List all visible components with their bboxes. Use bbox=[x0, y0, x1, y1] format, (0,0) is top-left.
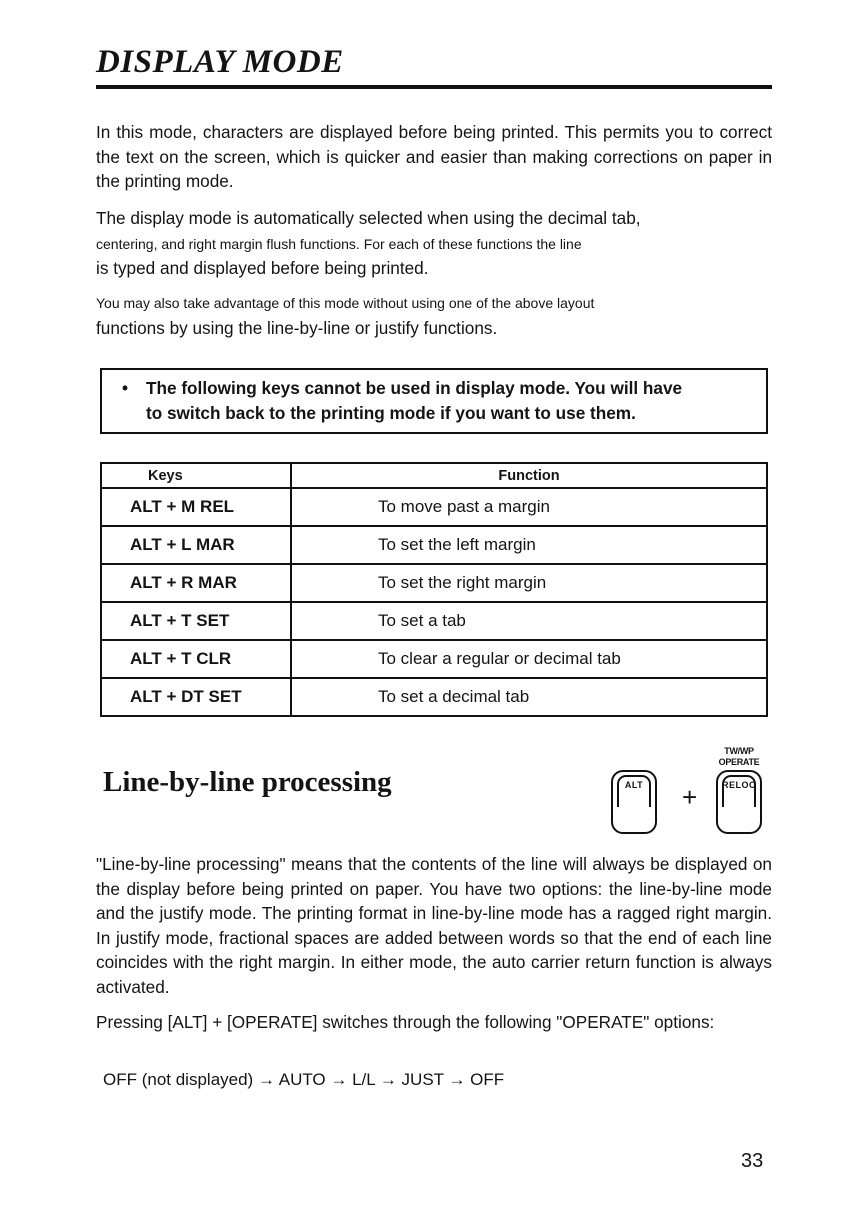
note-line-2: to switch back to the printing mode if you want to use them. bbox=[146, 403, 636, 423]
operate-options: OFF (not displayed) → AUTO → L/L → JUST → OFF bbox=[103, 1070, 505, 1089]
table-row bbox=[101, 640, 767, 678]
note-text bbox=[122, 376, 752, 426]
function-cell: To move past a margin bbox=[291, 488, 767, 526]
reloc-key-icon bbox=[716, 770, 762, 834]
keys-header: Keys bbox=[101, 463, 291, 488]
table-row bbox=[101, 526, 767, 564]
function-cell: To set a tab bbox=[291, 602, 767, 640]
key-cell: ALT + L MAR bbox=[101, 526, 291, 564]
key-cell: ALT + T CLR bbox=[101, 640, 291, 678]
key-cell: ALT + M REL bbox=[101, 488, 291, 526]
table-row bbox=[101, 564, 767, 602]
key-cell: ALT + DT SET bbox=[101, 678, 291, 716]
title-rule bbox=[96, 85, 772, 89]
page-title: DISPLAY MODE bbox=[96, 44, 344, 80]
intro-p2-line3: is typed and displayed before being printed. bbox=[96, 258, 429, 278]
intro-p3-line2: functions by using the line-by-line or justify functions. bbox=[96, 317, 498, 338]
key-cell: ALT + T SET bbox=[101, 602, 291, 640]
intro-p2-line1: The display mode is automatically selected when using the decimal tab, bbox=[96, 208, 641, 228]
intro-p3-line1: You may also take advantage of this mode without using one of the above layout bbox=[96, 295, 595, 311]
intro-paragraph-1: In this mode, characters are displayed before being printed. This permits you to correct the text on the screen, which is quicker and easier than making corrections on paper in the printing mode. bbox=[96, 122, 772, 191]
table-header-row bbox=[101, 463, 767, 488]
key-top-label-2: OPERATE bbox=[718, 757, 760, 767]
page-number: 33 bbox=[741, 1150, 764, 1172]
table-row bbox=[101, 488, 767, 526]
function-header: Function bbox=[291, 463, 767, 488]
alt-key-icon bbox=[611, 770, 657, 834]
key-top-label-1: TW/WP bbox=[724, 746, 754, 756]
intro-paragraph-2 bbox=[96, 206, 772, 281]
alt-key-label: ALT bbox=[624, 780, 644, 790]
table-row bbox=[101, 678, 767, 716]
reloc-key-label: RELOC bbox=[722, 780, 756, 790]
function-cell: To set a decimal tab bbox=[291, 678, 767, 716]
function-cell: To set the right margin bbox=[291, 564, 767, 602]
section-paragraph-1: "Line-by-line processing" means that the contents of the line will always be displayed on the display before being printed on paper. You have two options: the line-by-line mode and the justify mode. The printing format in line-by-line mode has a ragged right margin. In justify mode, fractional spaces are added between words so that the end of each line coincides with the right margin. In either mode, the auto carrier return function is always activated. bbox=[96, 854, 772, 997]
key-cell: ALT + R MAR bbox=[101, 564, 291, 602]
note-line-1: The following keys cannot be used in display mode. You will have bbox=[146, 378, 683, 398]
keys-table bbox=[100, 462, 768, 717]
function-cell: To clear a regular or decimal tab bbox=[291, 640, 767, 678]
note-box bbox=[100, 368, 768, 434]
intro-paragraph-3 bbox=[96, 290, 772, 340]
intro-p2-line2: centering, and right margin flush functions. For each of these functions the line bbox=[96, 235, 582, 252]
plus-sign: + bbox=[682, 782, 698, 812]
section-title: Line-by-line processing bbox=[103, 766, 392, 798]
bullet-icon: • bbox=[122, 378, 129, 398]
section-paragraph-2: Pressing [ALT] + [OPERATE] switches through the following "OPERATE" options: bbox=[96, 1012, 715, 1032]
table-row bbox=[101, 602, 767, 640]
function-cell: To set the left margin bbox=[291, 526, 767, 564]
